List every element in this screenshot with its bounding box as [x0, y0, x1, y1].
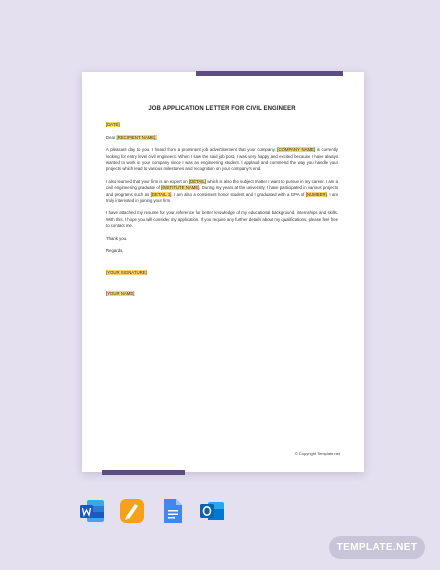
paragraph-2-text-d: . I am also a consistent honor student and I graduated with a GPA of — [171, 191, 306, 197]
salutation — [106, 135, 338, 141]
paragraph-2-text-c: . During my years at the university, I have participated in various projects and programs such as — [106, 185, 338, 197]
date-placeholder: [DATE] — [106, 122, 120, 128]
google-docs-icon[interactable] — [158, 497, 186, 525]
template-net-badge[interactable]: TEMPLATE.NET — [329, 536, 425, 559]
paragraph-2-text-e: . I am truly interested in joining your firm. — [106, 191, 338, 204]
recipient-placeholder: [RECIPIENT NAME], — [116, 134, 157, 140]
letter-content — [106, 106, 338, 303]
detail-1-placeholder: [DETAIL 1] — [150, 191, 172, 197]
company-placeholder: [COMPANY NAME] — [277, 147, 316, 153]
institute-placeholder: [INSTITUTE NAME] — [161, 185, 200, 191]
thank-you: Thank you. — [106, 235, 128, 241]
letter-title: JOB APPLICATION LETTER FOR CIVIL ENGINEER — [148, 106, 296, 112]
name-placeholder: [YOUR NAME] — [106, 290, 135, 296]
paragraph-3: I have attached my resume for your reference for better knowledge of my educational background, internships and skills. With this, I hope you will consider my application. If you require any further details about my qualifications, please feel free to contact me. — [106, 210, 338, 229]
signature-placeholder: [YOUR SIGNATURE] — [106, 269, 147, 275]
copyright-text: © Copyright Template.net — [294, 451, 340, 456]
paragraph-2-text-b: which is also the subject matter I want to pursue in my career. I am a civil engineering graduate of — [106, 178, 338, 191]
detail-placeholder: [DETAIL] — [188, 178, 207, 184]
outlook-icon[interactable] — [198, 497, 226, 525]
paragraph-1 — [106, 147, 338, 173]
number-placeholder: [NUMBER] — [305, 191, 327, 197]
pages-icon[interactable] — [118, 497, 146, 525]
paragraph-1-text-a: A pleasant day to you. I heard from a prominent job advertisement that your company, — [106, 147, 278, 153]
salutation-prefix: Dear — [106, 134, 117, 140]
accent-bar-top — [196, 71, 343, 76]
paragraph-2-text-a: I also learned that your firm is an expert on — [106, 178, 189, 184]
word-icon[interactable] — [78, 497, 106, 525]
paragraph-2 — [106, 179, 338, 205]
paragraph-1-text-b: is currently looking for entry level civil engineers. When I saw the said job post, I was very happy and excited because I have always wanted to work in your company since I was an engineering student. I applaud and commend the way you handle your projects which lead to various milestones and recognition on your company's end. — [106, 147, 339, 172]
accent-bar-bottom — [102, 470, 185, 475]
regards: Regards, — [106, 248, 124, 254]
format-icons — [78, 497, 226, 525]
letter-page — [82, 72, 364, 472]
